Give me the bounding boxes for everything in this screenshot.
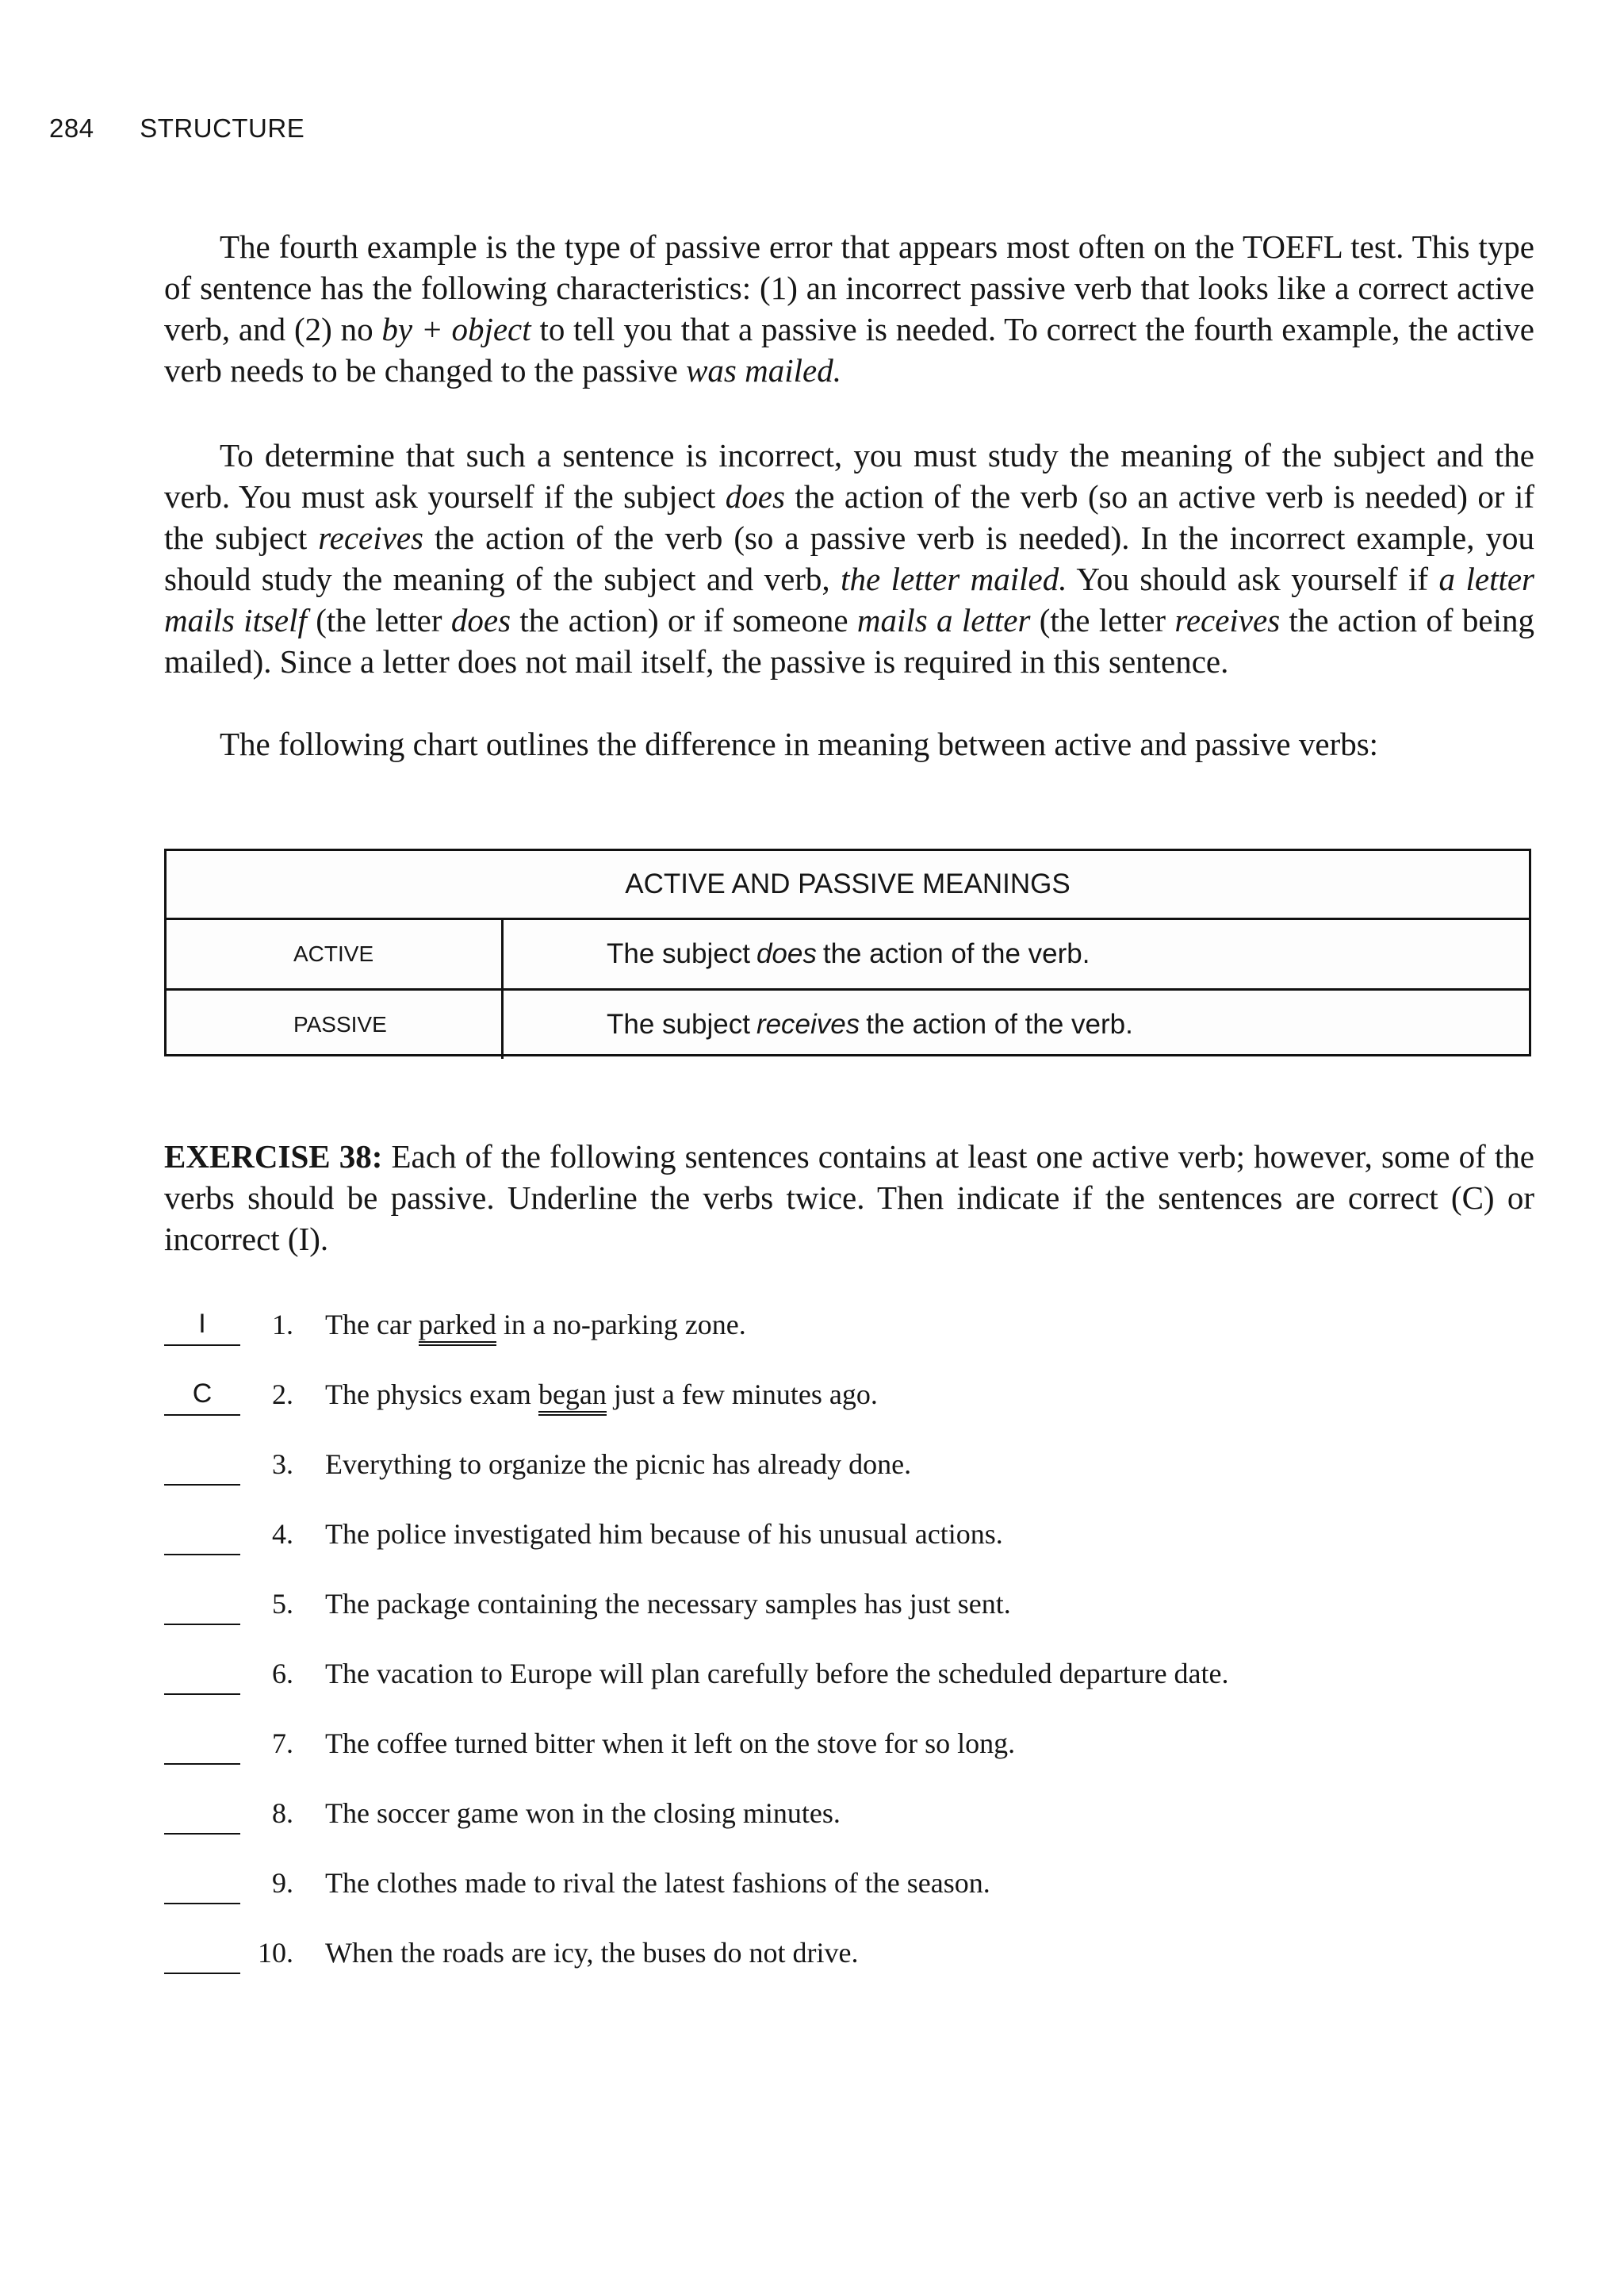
meaning-pre: The subject: [607, 1009, 750, 1040]
sentence-text: in a no-parking zone.: [496, 1309, 746, 1340]
sentence-text: The soccer game won in the closing minutes.: [325, 1797, 841, 1829]
page-number: 284: [49, 113, 94, 143]
section-title: STRUCTURE: [140, 113, 305, 143]
answer-blank[interactable]: [164, 1723, 240, 1765]
text: the action) or if someone: [511, 602, 857, 638]
row-meaning: [607, 920, 1090, 988]
text: To determine that such a sentence is incorrect, you must study the meaning of the subject and the verb. You must ask yourself if the subject: [164, 437, 1534, 515]
answer-blank[interactable]: C: [164, 1375, 240, 1416]
item-sentence: [325, 1727, 1015, 1760]
text: (the letter: [1030, 602, 1175, 638]
item-number: 2.: [272, 1378, 293, 1410]
item-number: 7.: [272, 1727, 293, 1759]
row-meaning: [607, 991, 1133, 1059]
exercise-text: Each of the following sentences contains at least one active verb; however, some of the verbs should be passive. Underline the verbs twice. Then indicate if the sentences are correct (C) or incorrect (I).: [164, 1138, 1534, 1257]
paragraph-chart-intro: [164, 723, 1534, 765]
text: the action of being mailed). Since a letter does not mail itself, the passive is required in this sentence.: [164, 602, 1535, 680]
item-sentence: [325, 1587, 1011, 1620]
sentence-text: When the roads are icy, the buses do not drive.: [325, 1937, 859, 1969]
sentence-text: The police investigated him because of his unusual actions.: [325, 1518, 1003, 1550]
item-sentence: [325, 1308, 746, 1341]
row-label: PASSIVE: [167, 991, 504, 1059]
text: The fourth example is the type of passive error that appears most often on the TOEFL test. This type of sentence has the following characteristics: (1) an incorrect passive verb that looks like a correct active verb, and (2) no: [164, 228, 1534, 347]
exercise-item: [0, 1723, 1624, 1771]
exercise-item: [0, 1444, 1624, 1492]
italic-text: a letter mails itself: [164, 561, 1534, 638]
exercise-item: [0, 1305, 1624, 1352]
item-sentence: [325, 1378, 878, 1411]
text: the action of the verb (so an active verb is needed) or if the subject: [164, 478, 1535, 556]
underlined-verb: began: [538, 1378, 607, 1416]
sentence-text: The vacation to Europe will plan carefully before the scheduled departure date.: [325, 1658, 1229, 1689]
meaning-post: the action of the verb.: [822, 938, 1090, 969]
sentence-text: The physics exam: [325, 1378, 538, 1410]
meaning-key: receives: [756, 1009, 860, 1040]
exercise-item: [0, 1863, 1624, 1911]
answer-blank[interactable]: [164, 1584, 240, 1625]
table-title: ACTIVE AND PASSIVE MEANINGS: [167, 851, 1529, 920]
item-number: 5.: [272, 1588, 293, 1620]
meaning-pre: The subject: [607, 938, 750, 969]
page-header: [49, 113, 304, 144]
item-number: 8.: [272, 1797, 293, 1829]
text: the action of the verb (so a passive verb is needed). In the incorrect example, you should study the meaning of the subject and verb,: [164, 520, 1534, 597]
exercise-title: EXERCISE 38:: [164, 1138, 383, 1175]
item-number: 3.: [272, 1448, 293, 1480]
italic-text: does: [725, 478, 785, 515]
meaning-key: does: [756, 938, 817, 969]
exercise-item: [0, 1793, 1624, 1841]
item-sentence: [325, 1936, 858, 1969]
italic-text: by + object: [381, 311, 531, 347]
exercise-item: [0, 1375, 1624, 1422]
answer-blank[interactable]: [164, 1863, 240, 1904]
text: to tell you that a passive is needed. To correct the fourth example, the active verb needs to be changed to the passive: [164, 311, 1534, 389]
italic-text: receives: [1174, 602, 1281, 638]
row-label: ACTIVE: [167, 920, 504, 988]
exercise-item: [0, 1584, 1624, 1631]
item-sentence: [325, 1657, 1229, 1690]
sentence-text: The car: [325, 1309, 419, 1340]
item-number: 10.: [258, 1937, 293, 1969]
answer-blank[interactable]: [164, 1514, 240, 1555]
item-number: 9.: [272, 1867, 293, 1899]
item-number: 4.: [272, 1518, 293, 1550]
italic-text: the letter mailed.: [841, 561, 1067, 597]
meaning-post: the action of the verb.: [866, 1009, 1133, 1040]
paragraph-fourth-example: [164, 226, 1534, 391]
italic-text: does: [450, 602, 511, 638]
answer-blank[interactable]: [164, 1793, 240, 1835]
italic-text: mails a letter: [856, 602, 1031, 638]
sentence-text: The coffee turned bitter when it left on the stove for so long.: [325, 1727, 1016, 1759]
text: You should ask yourself if: [1067, 561, 1439, 597]
text: (the letter: [306, 602, 451, 638]
italic-text: was mailed.: [686, 352, 841, 389]
item-sentence: [325, 1517, 1003, 1551]
item-number: 6.: [272, 1658, 293, 1689]
table-row-active: [167, 920, 1529, 991]
exercise-item: [0, 1933, 1624, 1980]
answer-blank[interactable]: I: [164, 1305, 240, 1346]
underlined-verb: parked: [419, 1309, 496, 1346]
paragraph-determine-incorrect: [164, 435, 1534, 682]
answer-blank[interactable]: [164, 1654, 240, 1695]
exercise-instructions: [164, 1136, 1534, 1260]
active-passive-table: [164, 849, 1531, 1056]
item-number: 1.: [272, 1309, 293, 1340]
item-sentence: [325, 1447, 911, 1481]
text: The following chart outlines the difference in meaning between active and passive verbs:: [220, 726, 1379, 762]
exercise-item: [0, 1514, 1624, 1562]
answer-blank[interactable]: [164, 1933, 240, 1974]
table-row-passive: [167, 991, 1529, 1059]
answer-blank[interactable]: [164, 1444, 240, 1486]
exercise-item: [0, 1654, 1624, 1701]
sentence-text: The package containing the necessary samples has just sent.: [325, 1588, 1011, 1620]
sentence-text: just a few minutes ago.: [606, 1378, 878, 1410]
italic-text: receives: [318, 520, 423, 556]
item-sentence: [325, 1796, 841, 1830]
sentence-text: Everything to organize the picnic has already done.: [325, 1448, 912, 1480]
sentence-text: The clothes made to rival the latest fashions of the season.: [325, 1867, 990, 1899]
item-sentence: [325, 1866, 990, 1900]
